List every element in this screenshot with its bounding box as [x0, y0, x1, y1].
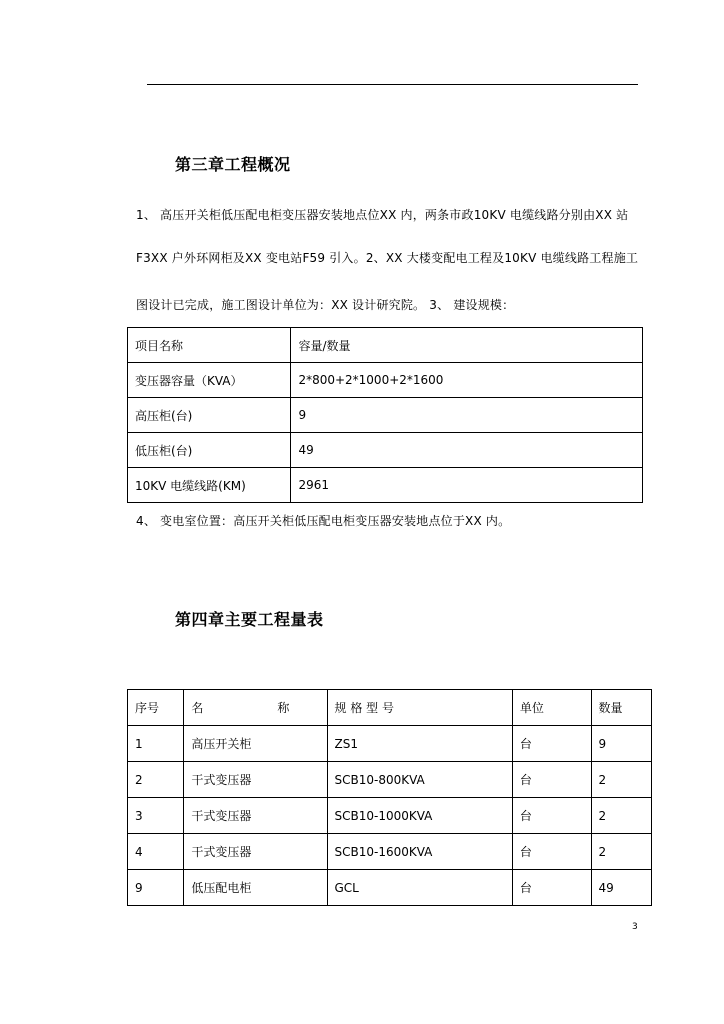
page-number: 3	[632, 922, 638, 932]
table-header-row	[128, 690, 652, 726]
header-cell: 序号	[128, 690, 184, 726]
table-row	[128, 870, 652, 906]
table-cell: 2	[591, 834, 652, 870]
header-rule	[147, 84, 638, 85]
header-name-part1: 名	[191, 701, 204, 715]
table-cell: 49	[291, 433, 643, 468]
table-cell: 低压柜(台)	[128, 433, 291, 468]
table-cell: SCB10-800KVA	[327, 762, 512, 798]
chapter3-para1-line2: F3XX 户外环网柜及XX 变电站F59 引入。2、XX 大楼变配电工程及10KV 电缆线路工程施工	[136, 251, 639, 265]
header-name-part2: 称	[277, 701, 290, 715]
table-cell: SCB10-1000KVA	[327, 798, 512, 834]
header-cell-name	[184, 690, 327, 726]
table-cell: 台	[512, 798, 591, 834]
table-cell: 49	[591, 870, 652, 906]
table-cell: 2	[591, 762, 652, 798]
header-cell: 容量/数量	[291, 328, 643, 363]
chapter3-para4: 4、 变电室位置：高压开关柜低压配电柜变压器安装地点位于XX 内。	[136, 514, 511, 528]
table-cell: 台	[512, 726, 591, 762]
table-cell: ZS1	[327, 726, 512, 762]
header-cell: 数量	[591, 690, 652, 726]
table-header-row	[128, 328, 643, 363]
table-cell: 2961	[291, 468, 643, 503]
table-cell: 台	[512, 762, 591, 798]
table-cell: 9	[128, 870, 184, 906]
header-cell: 单位	[512, 690, 591, 726]
table-cell: 干式变压器	[184, 834, 327, 870]
table-row	[128, 363, 643, 398]
table-cell: SCB10-1600KVA	[327, 834, 512, 870]
chapter3-para1-line1: 1、 高压开关柜低压配电柜变压器安装地点位XX 内，两条市政10KV 电缆线路分别由XX 站	[136, 208, 629, 222]
table-cell: 9	[291, 398, 643, 433]
chapter3-title: 第三章工程概况	[175, 155, 291, 174]
table-row	[128, 762, 652, 798]
table-cell: 2	[591, 798, 652, 834]
table-row	[128, 726, 652, 762]
table-row	[128, 798, 652, 834]
table-row	[128, 834, 652, 870]
table-row	[128, 398, 643, 433]
header-cell: 规 格 型 号	[327, 690, 512, 726]
chapter4-title: 第四章主要工程量表	[175, 610, 324, 629]
table-cell: 2*800+2*1000+2*1600	[291, 363, 643, 398]
table-cell: 干式变压器	[184, 798, 327, 834]
table-cell: 台	[512, 870, 591, 906]
table-cell: 干式变压器	[184, 762, 327, 798]
chapter3-para1-line3: 图设计已完成，施工图设计单位为：XX 设计研究院。 3、 建设规模：	[136, 298, 515, 312]
header-cell: 项目名称	[128, 328, 291, 363]
table-row	[128, 433, 643, 468]
table-cell: 9	[591, 726, 652, 762]
table-cell: 台	[512, 834, 591, 870]
table-cell: 1	[128, 726, 184, 762]
table-cell: 10KV 电缆线路(KM)	[128, 468, 291, 503]
table-cell: 2	[128, 762, 184, 798]
scale-table	[127, 327, 643, 503]
table-cell: 高压柜(台)	[128, 398, 291, 433]
table-cell: 3	[128, 798, 184, 834]
quantity-table	[127, 689, 652, 906]
table-row	[128, 468, 643, 503]
table-cell: 低压配电柜	[184, 870, 327, 906]
table-cell: 变压器容量（KVA）	[128, 363, 291, 398]
table-cell: GCL	[327, 870, 512, 906]
table-cell: 高压开关柜	[184, 726, 327, 762]
table-cell: 4	[128, 834, 184, 870]
